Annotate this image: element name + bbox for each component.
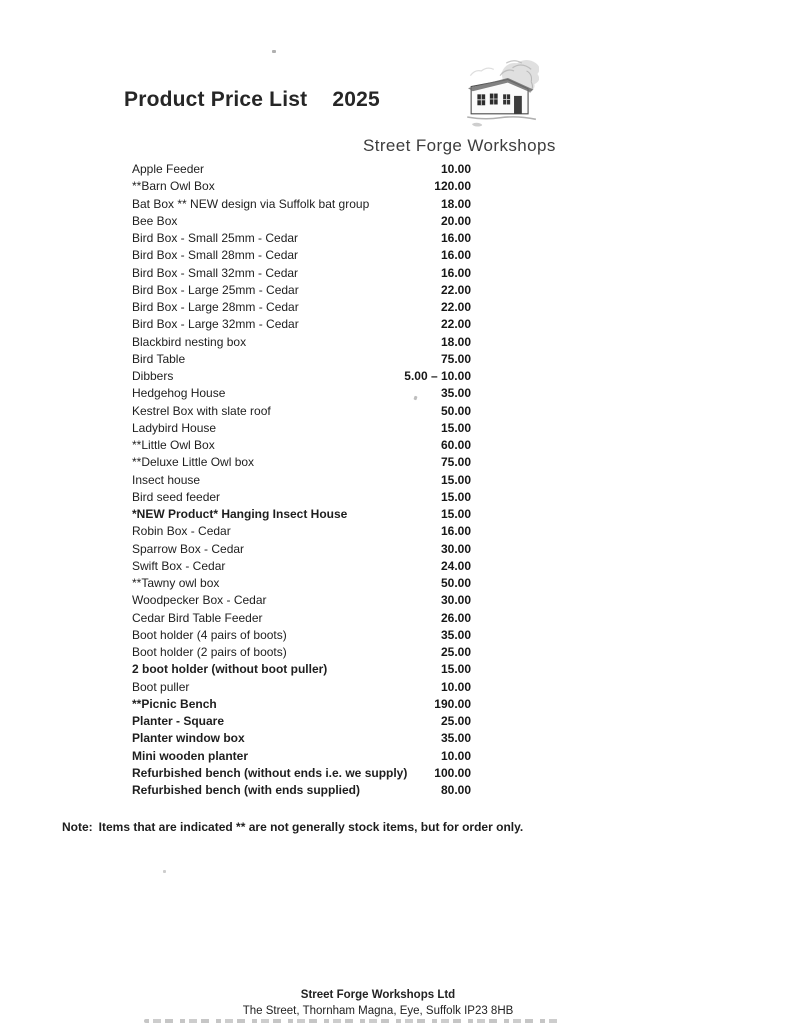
item-price: 50.00 [440, 403, 471, 418]
price-list-row [132, 316, 471, 333]
price-list-row [132, 385, 471, 402]
item-name: Bird Box - Large 32mm - Cedar [132, 317, 299, 332]
item-name: Boot holder (2 pairs of boots) [132, 645, 287, 659]
price-list-row [132, 713, 471, 730]
workshop-cottage-sketch-icon [461, 55, 539, 129]
price-list-row [132, 696, 471, 713]
price-list-row [132, 765, 471, 782]
item-name: *NEW Product* Hanging Insect House [132, 507, 348, 521]
item-price: 15.00 [440, 420, 471, 435]
item-price: 15.00 [440, 507, 471, 521]
item-price: 16.00 [440, 265, 471, 280]
item-name: Refurbished bench (without ends i.e. we supply) [132, 765, 408, 780]
price-list-row [132, 679, 471, 696]
price-list-row [132, 489, 471, 506]
item-name: Dibbers [132, 369, 174, 383]
price-list-row [132, 558, 471, 575]
price-list-row [132, 334, 471, 351]
item-price: 190.00 [434, 696, 471, 711]
note-label: Note: [62, 820, 93, 834]
item-price: 20.00 [440, 213, 471, 228]
item-name: Swift Box - Cedar [132, 558, 226, 573]
note-text: Items that are indicated ** are not generally stock items, but for order only. [98, 820, 524, 834]
note-line [62, 820, 722, 834]
item-name: Mini wooden planter [132, 748, 248, 763]
scan-speck [272, 50, 276, 53]
page-title [124, 88, 380, 112]
item-price: 80.00 [440, 783, 471, 797]
price-list-row [132, 610, 471, 627]
item-name: Ladybird House [132, 420, 217, 435]
price-list-row [132, 420, 471, 437]
item-name: Hedgehog House [132, 386, 226, 401]
price-list-row [132, 541, 471, 558]
item-name: Bird seed feeder [132, 489, 221, 504]
price-list-row [132, 282, 471, 299]
item-price: 15.00 [440, 472, 471, 487]
item-name: Bat Box ** NEW design via Suffolk bat group [132, 196, 370, 211]
item-price: 15.00 [440, 662, 471, 677]
brand-name: Street Forge Workshops [363, 136, 556, 155]
price-list-row [132, 161, 471, 178]
price-list [132, 161, 471, 799]
price-list-row [132, 472, 471, 489]
item-name: Robin Box - Cedar [132, 524, 231, 539]
item-price: 35.00 [440, 386, 471, 401]
item-name: **Deluxe Little Owl box [132, 455, 255, 470]
item-name: Bird Box - Small 25mm - Cedar [132, 231, 299, 245]
item-price: 25.00 [440, 714, 471, 728]
item-price: 60.00 [440, 438, 471, 452]
price-list-row [132, 575, 471, 592]
price-list-row [132, 196, 471, 213]
item-price: 16.00 [440, 231, 471, 245]
item-name: Insect house [132, 472, 201, 487]
item-price: 22.00 [440, 317, 471, 332]
price-list-row [132, 403, 471, 420]
price-list-row [132, 523, 471, 540]
price-list-row [132, 506, 471, 523]
scan-speck [163, 870, 166, 873]
item-price: 5.00 – 10.00 [404, 369, 471, 383]
item-name: Kestrel Box with slate roof [132, 403, 271, 418]
item-price: 15.00 [440, 489, 471, 504]
item-price: 22.00 [440, 300, 471, 314]
item-name: Woodpecker Box - Cedar [132, 593, 267, 608]
footer [0, 987, 756, 1019]
item-price: 18.00 [440, 334, 471, 349]
price-list-row [132, 247, 471, 264]
item-price: 75.00 [440, 351, 471, 366]
item-name: Bird Box - Large 28mm - Cedar [132, 300, 299, 314]
price-list-row [132, 213, 471, 230]
item-name: Bird Box - Large 25mm - Cedar [132, 282, 299, 297]
price-list-row [132, 644, 471, 661]
item-name: **Barn Owl Box [132, 179, 215, 194]
price-list-row [132, 627, 471, 644]
price-list-row [132, 730, 471, 747]
item-name: **Picnic Bench [132, 696, 217, 711]
item-name: Planter window box [132, 731, 245, 746]
item-price: 120.00 [434, 179, 471, 194]
item-name: **Little Owl Box [132, 438, 215, 452]
item-price: 75.00 [440, 455, 471, 470]
price-list-row [132, 368, 471, 385]
price-list-row [132, 351, 471, 368]
item-price: 100.00 [434, 765, 471, 780]
footer-address: The Street, Thornham Magna, Eye, Suffolk IP23 8HB [242, 1005, 514, 1017]
item-name: Cedar Bird Table Feeder [132, 610, 263, 625]
price-list-row [132, 299, 471, 316]
item-name: Sparrow Box - Cedar [132, 541, 245, 556]
price-list-row [132, 592, 471, 609]
item-price: 35.00 [440, 731, 471, 746]
item-name: Bird Table [132, 351, 186, 366]
item-price: 18.00 [440, 196, 471, 211]
item-price: 35.00 [440, 627, 471, 642]
footer-company: Street Forge Workshops Ltd [300, 989, 456, 1001]
price-list-row [132, 782, 471, 799]
price-list-row [132, 661, 471, 678]
price-list-row [132, 265, 471, 282]
item-price: 10.00 [440, 748, 471, 763]
item-price: 24.00 [440, 558, 471, 573]
item-price: 10.00 [440, 162, 471, 176]
item-price: 16.00 [440, 248, 471, 263]
item-price: 10.00 [440, 679, 471, 694]
item-name: Boot holder (4 pairs of boots) [132, 627, 287, 642]
item-price: 25.00 [440, 645, 471, 659]
price-list-row [132, 437, 471, 454]
price-list-row [132, 748, 471, 765]
item-name: Planter - Square [132, 714, 225, 728]
title-year: 2025 [332, 88, 380, 112]
item-price: 50.00 [440, 576, 471, 590]
item-name: Refurbished bench (with ends supplied) [132, 783, 361, 797]
price-list-row [132, 230, 471, 247]
item-name: **Tawny owl box [132, 576, 220, 590]
item-name: Apple Feeder [132, 162, 205, 176]
item-name: Bird Box - Small 28mm - Cedar [132, 248, 299, 263]
item-name: Bee Box [132, 213, 178, 228]
item-price: 22.00 [440, 282, 471, 297]
price-list-row [132, 454, 471, 471]
item-name: 2 boot holder (without boot puller) [132, 662, 328, 677]
item-price: 16.00 [440, 524, 471, 539]
item-name: Boot puller [132, 679, 190, 694]
price-list-row [132, 178, 471, 195]
item-price: 30.00 [440, 593, 471, 608]
item-name: Bird Box - Small 32mm - Cedar [132, 265, 299, 280]
item-name: Blackbird nesting box [132, 334, 247, 349]
page-title-text: Product Price List [124, 88, 308, 112]
item-price: 26.00 [440, 610, 471, 625]
cropped-text-line [144, 1019, 560, 1023]
item-price: 30.00 [440, 541, 471, 556]
